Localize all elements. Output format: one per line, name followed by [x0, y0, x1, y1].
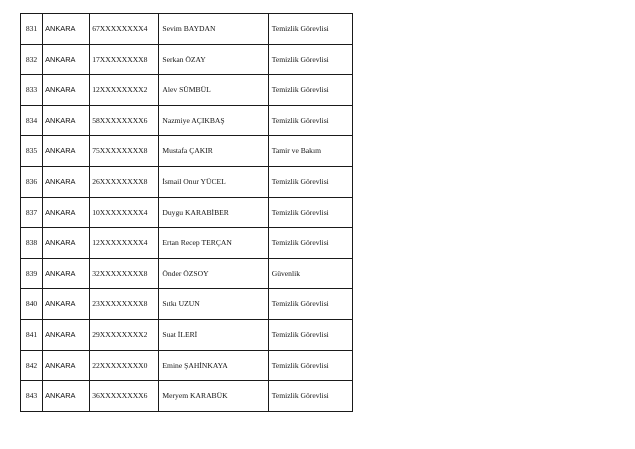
table-row: [21, 381, 353, 412]
id-number-cell: 22XXXXXXXX0: [90, 350, 159, 381]
row-number-cell: 836: [21, 166, 43, 197]
job-title-cell: Temizlik Görevlisi: [268, 350, 352, 381]
id-number-cell: 58XXXXXXXX6: [90, 105, 159, 136]
job-title-cell: Temizlik Görevlisi: [268, 381, 352, 412]
row-number-cell: 834: [21, 105, 43, 136]
row-number-cell: 833: [21, 75, 43, 106]
job-title-cell: Temizlik Görevlisi: [268, 166, 352, 197]
city-cell: ANKARA: [43, 14, 90, 45]
row-number-cell: 831: [21, 14, 43, 45]
city-cell: ANKARA: [43, 228, 90, 259]
job-title-cell: Temizlik Görevlisi: [268, 44, 352, 75]
id-number-cell: 12XXXXXXXX4: [90, 228, 159, 259]
row-number-cell: 839: [21, 258, 43, 289]
city-cell: ANKARA: [43, 44, 90, 75]
id-number-cell: 75XXXXXXXX8: [90, 136, 159, 167]
row-number-cell: 840: [21, 289, 43, 320]
city-cell: ANKARA: [43, 289, 90, 320]
job-title-cell: Temizlik Görevlisi: [268, 14, 352, 45]
full-name-cell: Ertan Recep TERÇAN: [159, 228, 268, 259]
row-number-cell: 838: [21, 228, 43, 259]
full-name-cell: Suat İLERİ: [159, 319, 268, 350]
row-number-cell: 842: [21, 350, 43, 381]
table-row: [21, 166, 353, 197]
table-row: [21, 75, 353, 106]
row-number-cell: 835: [21, 136, 43, 167]
table-row: [21, 289, 353, 320]
id-number-cell: 29XXXXXXXX2: [90, 319, 159, 350]
table-row: [21, 14, 353, 45]
city-cell: ANKARA: [43, 197, 90, 228]
table-row: [21, 105, 353, 136]
job-title-cell: Temizlik Görevlisi: [268, 289, 352, 320]
table-row: [21, 228, 353, 259]
row-number-cell: 832: [21, 44, 43, 75]
row-number-cell: 837: [21, 197, 43, 228]
id-number-cell: 26XXXXXXXX8: [90, 166, 159, 197]
city-cell: ANKARA: [43, 350, 90, 381]
table-row: [21, 258, 353, 289]
table-row: [21, 319, 353, 350]
job-title-cell: Güvenlik: [268, 258, 352, 289]
row-number-cell: 843: [21, 381, 43, 412]
id-number-cell: 17XXXXXXXX8: [90, 44, 159, 75]
full-name-cell: Nazmiye AÇIKBAŞ: [159, 105, 268, 136]
city-cell: ANKARA: [43, 258, 90, 289]
full-name-cell: Alev SÜMBÜL: [159, 75, 268, 106]
personnel-table: [20, 13, 353, 412]
table-row: [21, 197, 353, 228]
id-number-cell: 36XXXXXXXX6: [90, 381, 159, 412]
row-number-cell: 841: [21, 319, 43, 350]
full-name-cell: Serkan ÖZAY: [159, 44, 268, 75]
city-cell: ANKARA: [43, 136, 90, 167]
city-cell: ANKARA: [43, 319, 90, 350]
city-cell: ANKARA: [43, 75, 90, 106]
city-cell: ANKARA: [43, 381, 90, 412]
full-name-cell: Duygu KARABİBER: [159, 197, 268, 228]
id-number-cell: 12XXXXXXXX2: [90, 75, 159, 106]
full-name-cell: Mustafa ÇAKIR: [159, 136, 268, 167]
job-title-cell: Temizlik Görevlisi: [268, 197, 352, 228]
full-name-cell: İsmail Onur YÜCEL: [159, 166, 268, 197]
id-number-cell: 67XXXXXXXX4: [90, 14, 159, 45]
full-name-cell: Meryem KARABÜK: [159, 381, 268, 412]
full-name-cell: Emine ŞAHİNKAYA: [159, 350, 268, 381]
table-row: [21, 136, 353, 167]
full-name-cell: Sevim BAYDAN: [159, 14, 268, 45]
job-title-cell: Temizlik Görevlisi: [268, 228, 352, 259]
job-title-cell: Tamir ve Bakım: [268, 136, 352, 167]
job-title-cell: Temizlik Görevlisi: [268, 75, 352, 106]
city-cell: ANKARA: [43, 105, 90, 136]
table-row: [21, 350, 353, 381]
id-number-cell: 10XXXXXXXX4: [90, 197, 159, 228]
personnel-table-body: [21, 14, 353, 412]
full-name-cell: Sıtkı UZUN: [159, 289, 268, 320]
id-number-cell: 23XXXXXXXX8: [90, 289, 159, 320]
job-title-cell: Temizlik Görevlisi: [268, 319, 352, 350]
job-title-cell: Temizlik Görevlisi: [268, 105, 352, 136]
city-cell: ANKARA: [43, 166, 90, 197]
id-number-cell: 32XXXXXXXX8: [90, 258, 159, 289]
table-row: [21, 44, 353, 75]
full-name-cell: Önder ÖZSOY: [159, 258, 268, 289]
